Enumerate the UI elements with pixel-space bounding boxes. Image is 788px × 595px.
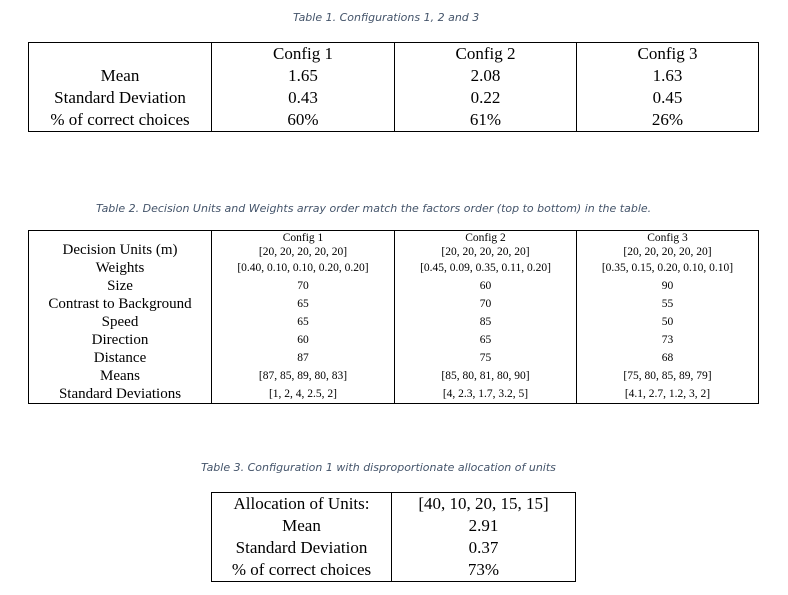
table-row: [29, 87, 759, 109]
config2-label: Config 2: [465, 232, 506, 244]
cell: 90: [577, 277, 759, 295]
row-label: Speed: [29, 313, 212, 331]
cell: 87: [212, 349, 395, 367]
cell: 68: [577, 349, 759, 367]
cell: 55: [577, 295, 759, 313]
row-label: Size: [29, 277, 212, 295]
cell: 61%: [395, 109, 577, 132]
row-label: Direction: [29, 331, 212, 349]
table-row: [212, 515, 576, 537]
cell: [87, 85, 89, 80, 83]: [212, 367, 395, 385]
cell: 65: [395, 331, 577, 349]
cell: 1.63: [577, 65, 759, 87]
cell: [20, 20, 20, 20, 20]: [258, 246, 348, 258]
cell: 65: [212, 295, 395, 313]
row-label: % of correct choices: [212, 559, 392, 582]
table-row: [29, 385, 759, 404]
cell: 60%: [212, 109, 395, 132]
config3-header-cell: [577, 231, 759, 260]
table-row: [29, 231, 759, 260]
row-label: Weights: [29, 259, 212, 277]
row-label: Mean: [29, 65, 212, 87]
table1: [28, 42, 759, 132]
row-label: Distance: [29, 349, 212, 367]
cell: 70: [395, 295, 577, 313]
cell: 50: [577, 313, 759, 331]
cell: 1.65: [212, 65, 395, 87]
table2: [28, 230, 759, 404]
table-row: [212, 537, 576, 559]
cell: 2.08: [395, 65, 577, 87]
row-label: Standard Deviation: [212, 537, 392, 559]
table-row: [29, 367, 759, 385]
table-row: [29, 313, 759, 331]
cell: 85: [395, 313, 577, 331]
cell: 73: [577, 331, 759, 349]
cell: 75: [395, 349, 577, 367]
row-label: Contrast to Background: [29, 295, 212, 313]
table-row: [29, 349, 759, 367]
table-row: [29, 277, 759, 295]
cell: [0.45, 0.09, 0.35, 0.11, 0.20]: [395, 259, 577, 277]
row-label: Standard Deviation: [29, 87, 212, 109]
config1-label: Config 1: [282, 232, 324, 244]
table-row: [29, 295, 759, 313]
table1-header-row: [29, 43, 759, 66]
config1-header-cell: [212, 231, 395, 260]
row-label: Means: [29, 367, 212, 385]
cell: [20, 20, 20, 20, 20]: [441, 246, 530, 258]
cell: [40, 10, 20, 15, 15]: [392, 493, 576, 516]
cell: 73%: [392, 559, 576, 582]
cell: 60: [212, 331, 395, 349]
cell: [4.1, 2.7, 1.2, 3, 2]: [577, 385, 759, 404]
table-row: [212, 559, 576, 582]
row-label: Mean: [212, 515, 392, 537]
row-label: Allocation of Units:: [212, 493, 392, 516]
table-row: [29, 65, 759, 87]
table-row: [29, 259, 759, 277]
row-label: Standard Deviations: [29, 385, 212, 404]
table-row: [29, 109, 759, 132]
table1-header-blank: [29, 43, 212, 66]
cell: 70: [212, 277, 395, 295]
cell: [0.35, 0.15, 0.20, 0.10, 0.10]: [577, 259, 759, 277]
cell: [0.40, 0.10, 0.10, 0.20, 0.20]: [212, 259, 395, 277]
cell: [75, 80, 85, 89, 79]: [577, 367, 759, 385]
cell: 0.43: [212, 87, 395, 109]
table-row: [29, 331, 759, 349]
row-label: Decision Units (m): [29, 231, 212, 260]
table2-caption: Table 2. Decision Units and Weights array order match the factors order (top to bottom) in the table.: [96, 202, 652, 215]
cell: [4, 2.3, 1.7, 3.2, 5]: [395, 385, 577, 404]
cell: 26%: [577, 109, 759, 132]
table3: [211, 492, 576, 582]
cell: [85, 80, 81, 80, 90]: [395, 367, 577, 385]
row-label: % of correct choices: [29, 109, 212, 132]
cell: [20, 20, 20, 20, 20]: [623, 246, 712, 258]
config3-label: Config 3: [647, 232, 688, 244]
table1-caption: Table 1. Configurations 1, 2 and 3: [293, 11, 480, 24]
cell: 0.22: [395, 87, 577, 109]
table3-caption: Table 3. Configuration 1 with disproportionate allocation of units: [201, 461, 556, 474]
cell: 0.45: [577, 87, 759, 109]
cell: 0.37: [392, 537, 576, 559]
table1-header-config2: Config 2: [395, 43, 577, 66]
cell: 2.91: [392, 515, 576, 537]
config2-header-cell: [395, 231, 577, 260]
table-row: [212, 493, 576, 516]
table1-header-config1: Config 1: [212, 43, 395, 66]
cell: [1, 2, 4, 2.5, 2]: [212, 385, 395, 404]
cell: 60: [395, 277, 577, 295]
table1-header-config3: Config 3: [577, 43, 759, 66]
cell: 65: [212, 313, 395, 331]
